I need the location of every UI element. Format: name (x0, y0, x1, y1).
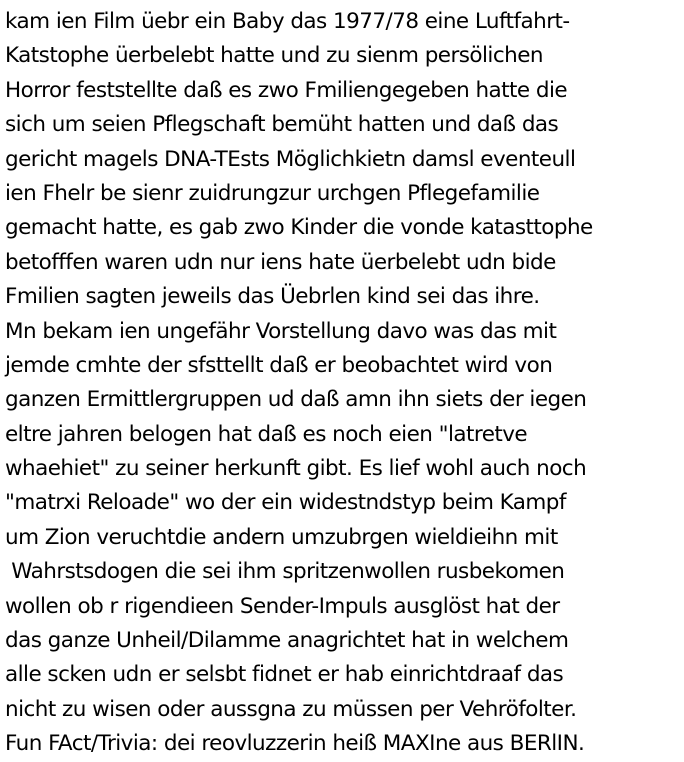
text-line-6: ien Fhelr be sienr zuidrungzur urchgen Pflegefamilie (5, 180, 540, 206)
text-line-20: alle scken udn er selsbt fidnet er hab einrichtdraaf das (5, 662, 564, 688)
text-line-15: "matrxi Reloade" wo der ein widestndstyp beim Kampf (5, 490, 566, 516)
text-line-3: Horror feststellte daß es zwo Fmiliengegeben hatte die (5, 77, 568, 103)
text-line-12: ganzen Ermittlergruppen ud daß amn ihn siets der iegen (5, 387, 587, 413)
text-line-16: um Zion veruchtdie andern umzubrgen wieldieihn mit (5, 524, 558, 550)
document-body (5, 5, 683, 762)
text-line-4: sich um seien Pflegschaft bemüht hatten und daß das (5, 112, 559, 138)
text-line-18: wollen ob r rigendieen Sender-Impuls ausglöst hat der (5, 593, 560, 619)
text-line-5: gericht magels DNA-TEsts Möglichkietn damsl eventeull (5, 146, 576, 172)
text-line-19: das ganze Unheil/Dilamme anagrichtet hat in welchem (5, 628, 569, 654)
text-line-2: Katstophe üerbelebt hatte und zu sienm persölichen (5, 43, 543, 69)
text-line-14: whaehiet" zu seiner herkunft gibt. Es lief wohl auch noch (5, 456, 587, 482)
text-line-10: Mn bekam ien ungefähr Vorstellung davo was das mit (5, 318, 557, 344)
text-line-1: kam ien Film üebr ein Baby das 1977/78 eine Luftfahrt- (5, 9, 570, 34)
text-line-8: betofffen waren udn nur iens hate üerbelebt udn bide (5, 249, 556, 275)
text-line-9: Fmilien sagten jeweils das Üebrlen kind sei das ihre. (5, 284, 540, 310)
text-line-21: nicht zu wisen oder aussgna zu müssen per Vehröfolter. (5, 696, 577, 722)
text-line-22: Fun FAct/Trivia: dei reovluzzerin heiß MAXIne aus BERlIN. (5, 731, 585, 757)
text-line-13: eltre jahren belogen hat daß es noch eien "latretve (5, 421, 528, 447)
text-line-11: jemde cmhte der sfsttellt daß er beobachtet wird von (5, 352, 553, 378)
text-line-7: gemacht hatte, es gab zwo Kinder die vonde katasttophe (5, 215, 593, 241)
text-line-17: Wahrstsdogen die sei ihm spritzenwollen rusbekomen (5, 559, 565, 585)
